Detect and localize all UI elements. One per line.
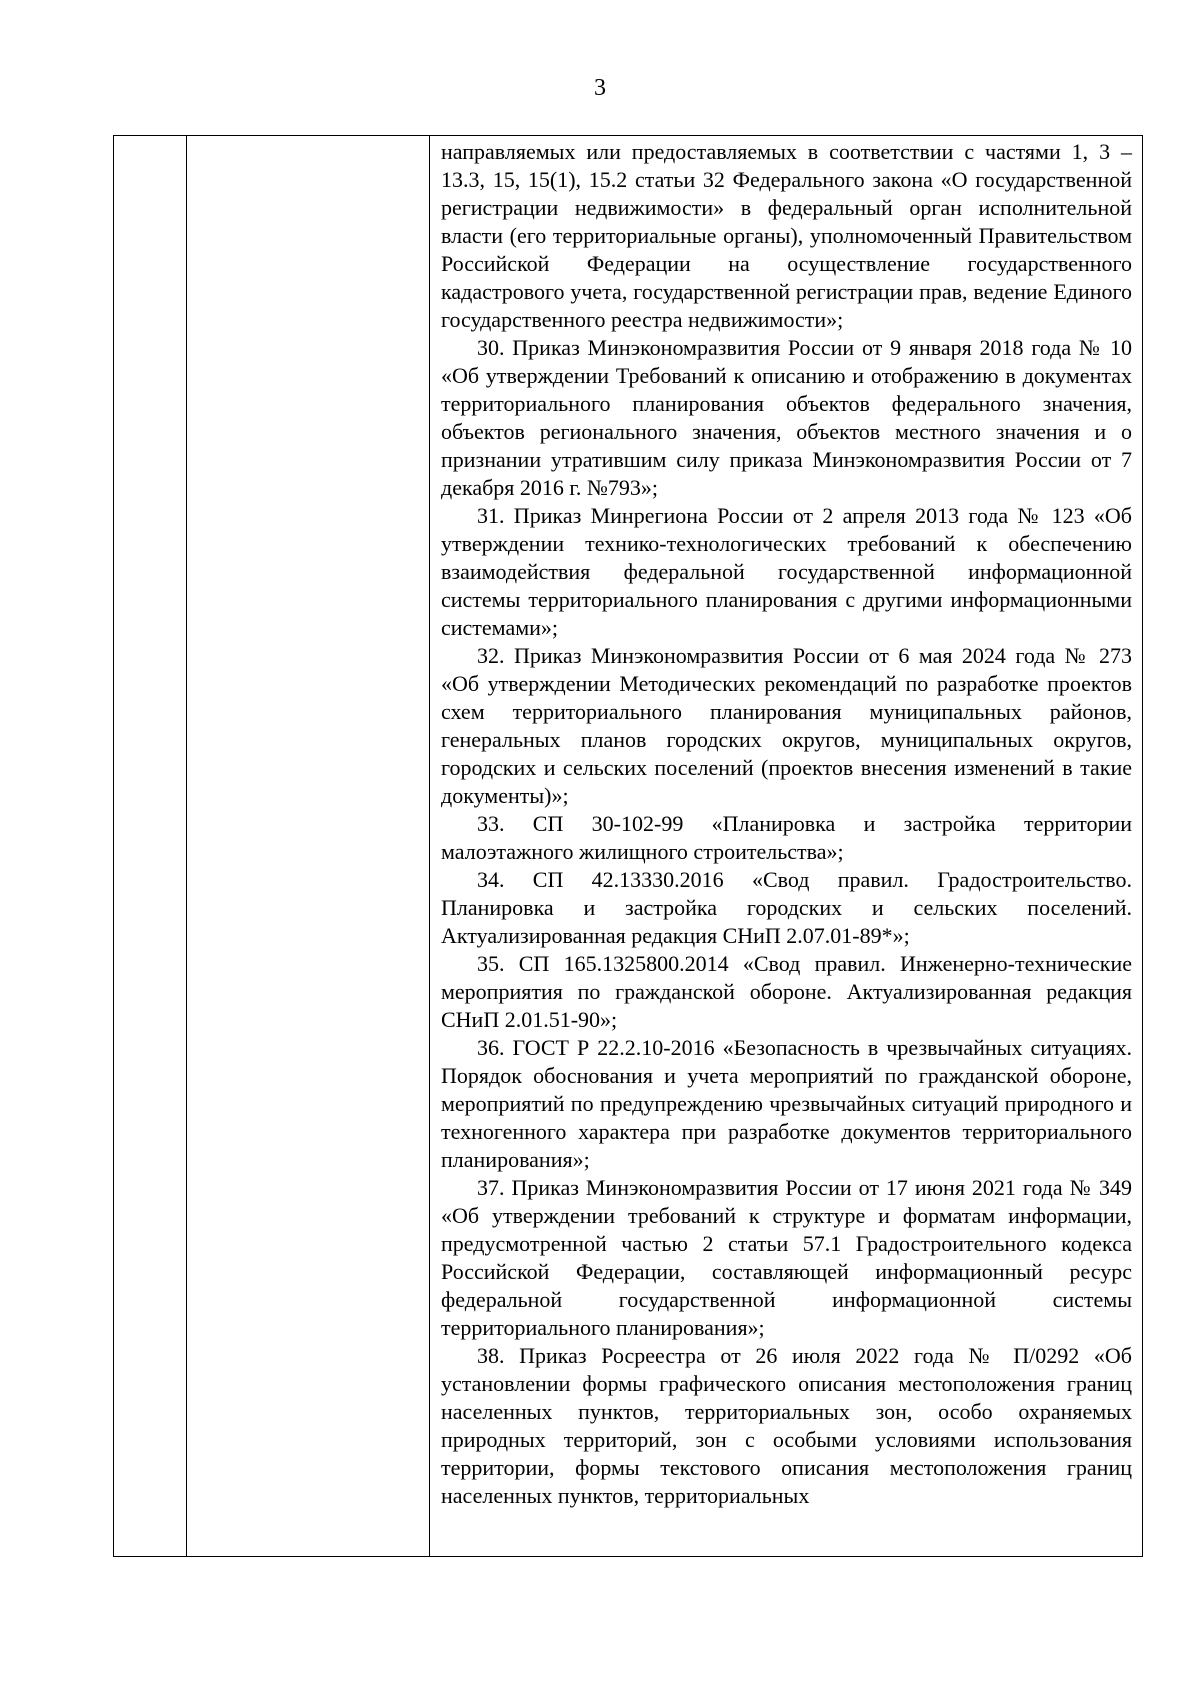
list-item-34: 34. СП 42.13330.2016 «Свод правил. Градостроительство. Планировка и застройка городских и сельских поселений. Актуализированная редакция СНиП 2.07.01-89*»; — [441, 867, 1132, 948]
list-item-38: 38. Приказ Росреестра от 26 июля 2022 года № П/0292 «Об установлении формы графического описания местоположения границ населенных пунктов, территориальных зон, особо охраняемых природных территорий, зон с особыми условиями использования территории, формы текстового описания местоположения границ населенных пунктов, территориальных — [441, 1343, 1132, 1508]
page-number: 3 — [594, 75, 606, 101]
paragraph-continuation: направляемых или предоставляемых в соответствии с частями 1, 3 – 13.3, 15, 15(1), 15.2 статьи 32 Федерального закона «О государственной регистрации недвижимости» в федеральный орган исполнительной власти (его территориальные органы), уполномоченный Правительством Российской Федерации на осуществление государственного кадастрового учета, государственной регистрации прав, ведение Единого государственного реестра недвижимости»; — [441, 139, 1132, 332]
table-column-content — [430, 136, 1142, 1556]
list-item-30: 30. Приказ Минэкономразвития России от 9 января 2018 года № 10 «Об утверждении Требований к описанию и отображению в документах территориального планирования объектов федерального значения, объектов регионального значения, объектов местного значения и о признании утратившим силу приказа Минэкономразвития России от 7 декабря 2016 г. №793»; — [441, 335, 1132, 500]
list-item-32: 32. Приказ Минэкономразвития России от 6 мая 2024 года № 273 «Об утверждении Методических рекомендаций по разработке проектов схем территориального планирования муниципальных районов, генеральных планов городских округов, муниципальных округов, городских и сельских поселений (проектов внесения изменений в такие документы)»; — [441, 643, 1132, 808]
table-column-name — [187, 136, 430, 1556]
list-item-33: 33. СП 30-102-99 «Планировка и застройка территории малоэтажного жилищного строительства»; — [441, 811, 1132, 864]
list-item-37: 37. Приказ Минэкономразвития России от 17 июня 2021 года № 349 «Об утверждении требований к структуре и форматам информации, предусмотренной частью 2 статьи 57.1 Градостроительного кодекса Российской Федерации, составляющей информационный ресурс федеральной государственной информационной системы территориального планирования»; — [441, 1175, 1132, 1340]
table-column-number — [114, 136, 187, 1556]
list-item-35: 35. СП 165.1325800.2014 «Свод правил. Инженерно-технические мероприятия по гражданской обороне. Актуализированная редакция СНиП 2.01.51-90»; — [441, 951, 1132, 1032]
document-table — [113, 135, 1143, 1557]
list-item-36: 36. ГОСТ Р 22.2.10-2016 «Безопасность в чрезвычайных ситуациях. Порядок обоснования и учета мероприятий по гражданской обороне, мероприятий по предупреждению чрезвычайных ситуаций природного и техногенного характера при разработке документов территориального планирования»; — [441, 1035, 1132, 1172]
list-item-31: 31. Приказ Минрегиона России от 2 апреля 2013 года № 123 «Об утверждении технико-технологических требований к обеспечению взаимодействия федеральной государственной информационной системы территориального планирования с другими информационными системами»; — [441, 503, 1132, 640]
